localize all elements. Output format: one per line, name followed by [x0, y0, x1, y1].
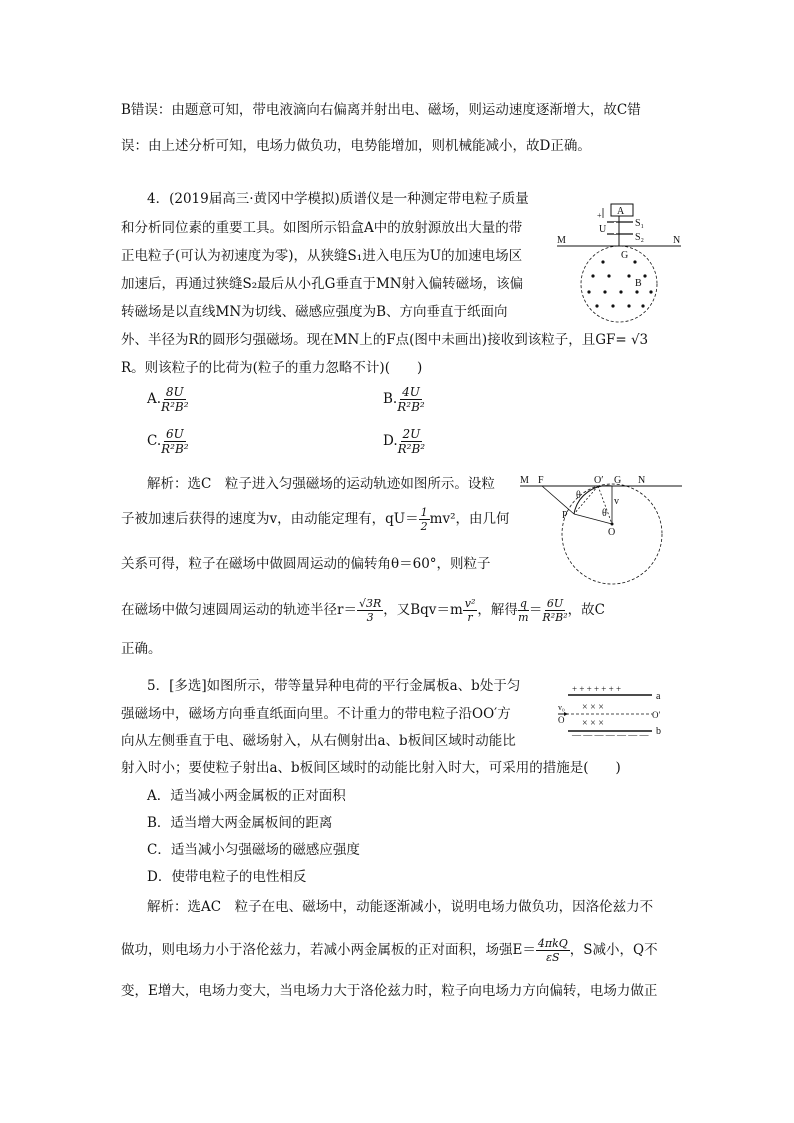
text-line: 正确。	[121, 641, 162, 657]
label-G: G	[614, 475, 622, 486]
option-A[interactable]: A. $\frac{8U}{\text{R²B²}}$	[147, 385, 189, 414]
label-O-prime: O′	[594, 475, 604, 486]
label-theta-1: θ	[576, 490, 581, 501]
label-O: O	[608, 527, 616, 538]
option-C[interactable]: C．适当减小匀强磁场的磁感应强度	[147, 842, 360, 858]
label-theta-2: θ	[602, 508, 607, 519]
option-D[interactable]: D．使带电粒子的电性相反	[147, 869, 307, 885]
label-M: M	[520, 475, 529, 486]
label-O-prime: O′	[652, 710, 661, 720]
solution-4: 解析：选C 粒子进入匀强磁场的运动轨迹如图所示。设粒	[147, 476, 495, 492]
text-line: 在磁场中做匀速圆周运动的轨迹半径r＝ $\frac{√3R}{3}$ ，又Bqv＝m $\frac{\text{v²}}{r}$ ，解得 $\frac{q}{m}$ ＝ $\frac{6U}{\text{R²B²}}$ ，故C	[121, 597, 605, 624]
label-U: U	[599, 224, 607, 235]
text-line: 转磁场是以直线MN为切线、磁感应强度为B、方向垂直于纸面向	[121, 304, 508, 320]
question-5-stem: 5．[多选]如图所示，带等量异种电荷的平行金属板a、b处于匀	[147, 678, 521, 694]
text-line: R。则该粒子的比荷为(粒子的重力忽略不计)( )	[121, 360, 423, 376]
mass-spectrometer-figure	[553, 196, 683, 326]
label-N: N	[638, 475, 646, 486]
label-G: G	[621, 250, 629, 261]
trajectory-figure	[518, 472, 684, 588]
text-line: 外、半径为R的圆形匀强磁场。现在MN上的F点(图中未画出)接收到该粒子，且GF= √3	[121, 332, 649, 348]
svg-text:+: +	[597, 211, 602, 220]
option-D[interactable]: D. $\frac{2U}{\text{R²B²}}$	[383, 427, 426, 456]
solution-5: 解析：选AC 粒子在电、磁场中，动能逐渐减小，说明电场力做负功，因洛伦兹力不	[147, 899, 654, 915]
text-line: 做功，则电场力小于洛伦兹力，若减小两金属板的正对面积，场强E＝ $\frac{\text{4πkQ}}{\varepsilon S}$ ，S减小，Q不	[121, 937, 658, 964]
text-line: 正电粒子(可认为初速度为零)，从狭缝S₁进入电压为U的加速电场区	[121, 248, 523, 264]
label-A: A	[617, 206, 625, 217]
label-P: P	[562, 510, 568, 521]
text-line: 关系可得，粒子在磁场中做圆周运动的偏转角θ＝60°，则粒子	[121, 556, 491, 572]
label-O: O	[558, 715, 565, 725]
label-M: M	[557, 235, 566, 246]
option-B[interactable]: B．适当增大两金属板间的距离	[147, 815, 333, 831]
question-4-stem: 4．(2019届高三·黄冈中学模拟)质谱仪是一种测定带电粒子质量	[147, 191, 529, 207]
option-C[interactable]: C. $\frac{6U}{\text{R²B²}}$	[147, 427, 189, 456]
text-line: 变，E增大，电场力变大，当电场力大于洛伦兹力时，粒子向电场力方向偏转，电场力做正	[121, 983, 658, 999]
cross-row-1: × × ×	[582, 702, 604, 713]
parallel-plates-figure	[556, 682, 666, 740]
option-B[interactable]: B. $\frac{4U}{\text{R²B²}}$	[383, 385, 425, 414]
label-v: v	[614, 496, 619, 507]
text-line: B错误：由题意可知，带电液滴向右偏离并射出电、磁场，则运动速度逐渐增大，故C错	[121, 102, 641, 118]
text-line: 误：由上述分析可知，电场力做负功，电势能增加，则机械能减小，故D正确。	[121, 138, 591, 154]
label-v0: v₀	[558, 703, 565, 712]
label-F: F	[538, 475, 544, 486]
cross-row-2: × × ×	[582, 718, 604, 729]
text-line: 向从左侧垂直于电、磁场射入，从右侧射出a、b板间区域时动能比	[121, 733, 516, 749]
label-b: b	[656, 726, 661, 737]
text-line: 射入时小；要使粒子射出a、b板间区域时的动能比射入时大，可采用的措施是( )	[121, 760, 621, 776]
svg-text:— — — — — — —: — — — — — — —	[572, 730, 649, 740]
label-N: N	[673, 235, 681, 246]
text-line: 强磁场中，磁场方向垂直纸面向里。不计重力的带电粒子沿OO′方	[121, 706, 511, 722]
text-line: 加速后，再通过狭缝S₂最后从小孔G垂直于MN射入偏转磁场，该偏	[121, 276, 524, 292]
text-line: 和分析同位素的重要工具。如图所示铅盒A中的放射源放出大量的带	[121, 220, 523, 236]
label-S1: S₁	[635, 218, 645, 229]
text-line: 子被加速后获得的速度为v，由动能定理有，qU＝ $\frac{1}{2}$ mv²，由几何	[121, 506, 510, 533]
option-A[interactable]: A．适当减小两金属板的正对面积	[147, 788, 346, 804]
label-B: B	[635, 278, 642, 289]
label-a: a	[656, 691, 661, 702]
plus-charges: + + + + + + +	[572, 684, 622, 694]
label-S2: S₂	[635, 232, 645, 243]
